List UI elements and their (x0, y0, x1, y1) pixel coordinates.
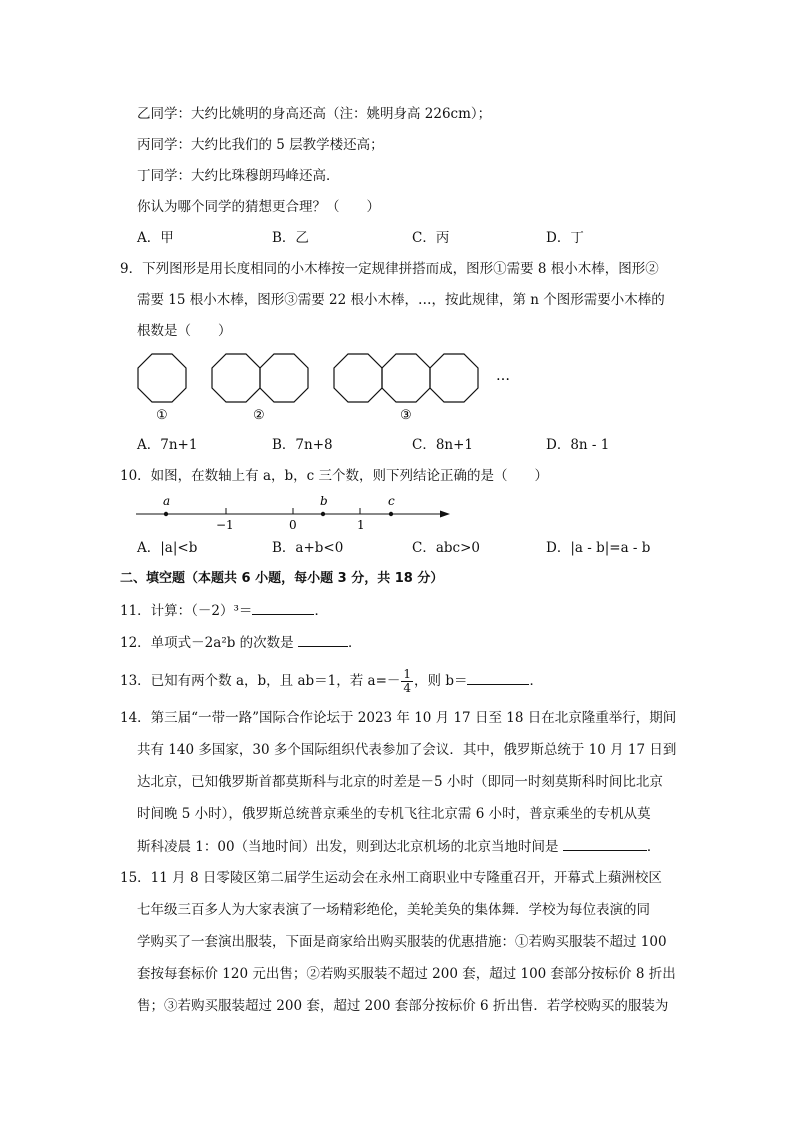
q14-line2: 共有 140 多国家，30 多个国际组织代表参加了会议．其中，俄罗斯总统于 10 月 17 日到 (137, 742, 677, 758)
fig-label-1: ① (156, 408, 168, 423)
q15-line4: 套按每套标价 120 元出售；②若购买服装不超过 200 套，超过 100 套部分按标价 8 折出 (137, 966, 676, 982)
q9-stem-line1: 9．下列图形是用长度相同的小木棒按一定规律拼搭而成，图形①需要 8 根小木棒，图形② (120, 261, 659, 277)
q13-frac-num: 1 (403, 667, 412, 681)
point-a (164, 512, 168, 516)
octagon-fig3-b (382, 354, 430, 402)
q10-choice-a: A．|a|<b (137, 540, 198, 556)
fig-label-3: ③ (400, 408, 412, 423)
octagon-figures (128, 348, 528, 424)
q12-text: 12．单项式－2a²b 的次数是 (120, 635, 294, 651)
q12-answer-blank[interactable] (298, 632, 348, 647)
q9-choice-b: B．7n+8 (272, 437, 333, 453)
q12-end: ． (347, 635, 362, 651)
q14-line1: 14．第三届“一带一路”国际合作论坛于 2023 年 10 月 17 日至 18 日在北京隆重举行，期间 (120, 710, 677, 726)
q9-choice-a: A．7n+1 (137, 437, 198, 453)
q13-answer-blank[interactable] (467, 670, 529, 685)
q13-end: ． (529, 673, 543, 689)
q8-option-ding: 丁同学：大约比珠穆朗玛峰还高． (137, 168, 340, 184)
q14-line5 (137, 836, 660, 857)
q13 (120, 664, 543, 698)
octagon-fig2-a (212, 354, 260, 402)
q11-answer-blank[interactable] (252, 600, 314, 615)
q9-choice-d: D．8n - 1 (546, 437, 610, 453)
q14-line5-text: 斯科凌晨 1：00（当地时间）出发，则到达北京机场的北京当地时间是 (137, 839, 559, 855)
q13-fraction (401, 668, 413, 695)
q9-choice-c: C．8n+1 (412, 437, 474, 453)
q15-line2: 七年级三百多人为大家表演了一场精彩绝伦，美轮美奂的集体舞．学校为每位表演的同 (137, 902, 650, 918)
q14-line3: 达北京，已知俄罗斯首都莫斯科与北京的时差是－5 小时（即同一时刻莫斯科时间比北京 (137, 774, 663, 790)
q14-line4: 时间晚 5 小时），俄罗斯总统普京乘坐的专机飞往北京需 6 小时，普京乘坐的专机从莫 (137, 806, 651, 822)
q10-choice-d: D．|a - b|=a - b (546, 540, 651, 556)
point-b (321, 512, 325, 516)
q8-choice-d: D．丁 (546, 230, 584, 246)
q8-choice-a: A．甲 (137, 230, 174, 246)
q11-end: ． (314, 603, 328, 619)
q8-question: 你认为哪个同学的猜想更合理？（ ） (137, 199, 380, 215)
octagon-fig2-b (260, 354, 308, 402)
tick-label-0: 0 (289, 518, 297, 532)
q8-choice-c: C．丙 (412, 230, 450, 246)
label-c: c (388, 494, 395, 508)
tick-label-neg1: −1 (216, 518, 234, 532)
q10-choice-c: C．abc>0 (412, 540, 480, 556)
q12 (120, 632, 361, 653)
q14-end: ． (646, 839, 661, 855)
number-line (134, 492, 454, 532)
q11 (120, 600, 328, 621)
q15-line3: 学购买了一套演出服装，下面是商家给出购买服装的优惠措施：①若购买服装不超过 100 (137, 934, 667, 950)
tick-label-1: 1 (357, 518, 365, 532)
q9-stem-line2: 需要 15 根小木棒，图形③需要 22 根小木棒，…，按此规律，第 n 个图形需要小木棒的 (137, 292, 665, 308)
label-b: b (320, 494, 328, 508)
q9-stem-line3: 根数是（ ） (137, 323, 232, 339)
octagon-fig1 (138, 354, 186, 402)
q8-option-bing: 丙同学：大约比我们的 5 层教学楼还高； (137, 137, 384, 153)
q8-option-yi: 乙同学：大约比姚明的身高还高（注：姚明身高 226cm）； (137, 106, 492, 122)
q11-text: 11．计算：（－2）³＝ (120, 603, 253, 619)
fig-label-2: ② (253, 408, 265, 423)
q13-text: 13．已知有两个数 a，b，且 ab＝1，若 a=－ (120, 673, 401, 689)
section-heading: 二、填空题（本题共 6 小题，每小题 3 分，共 18 分） (120, 571, 444, 586)
q10-stem: 10．如图，在数轴上有 a，b，c 三个数，则下列结论正确的是（ ） (120, 468, 549, 484)
point-c (389, 512, 393, 516)
octagon-fig3-c (430, 354, 478, 402)
octagon-fig3-a (334, 354, 382, 402)
q13-mid: ，则 b＝ (414, 673, 468, 689)
q15-line5: 售；③若购买服装超过 200 套，超过 200 套部分按标价 6 折出售．若学校购买的服装为 (137, 998, 669, 1014)
q8-choice-b: B．乙 (272, 230, 309, 246)
q14-answer-blank[interactable] (563, 836, 647, 851)
q15-line1: 15．11 月 8 日零陵区第二届学生运动会在永州工商职业中专隆重召开，开幕式上蘋洲校区 (120, 870, 662, 886)
label-a: a (163, 494, 171, 508)
q13-frac-den: 4 (403, 681, 412, 695)
q10-choice-b: B．a+b<0 (272, 540, 344, 556)
fig-ellipsis: … (496, 368, 510, 384)
